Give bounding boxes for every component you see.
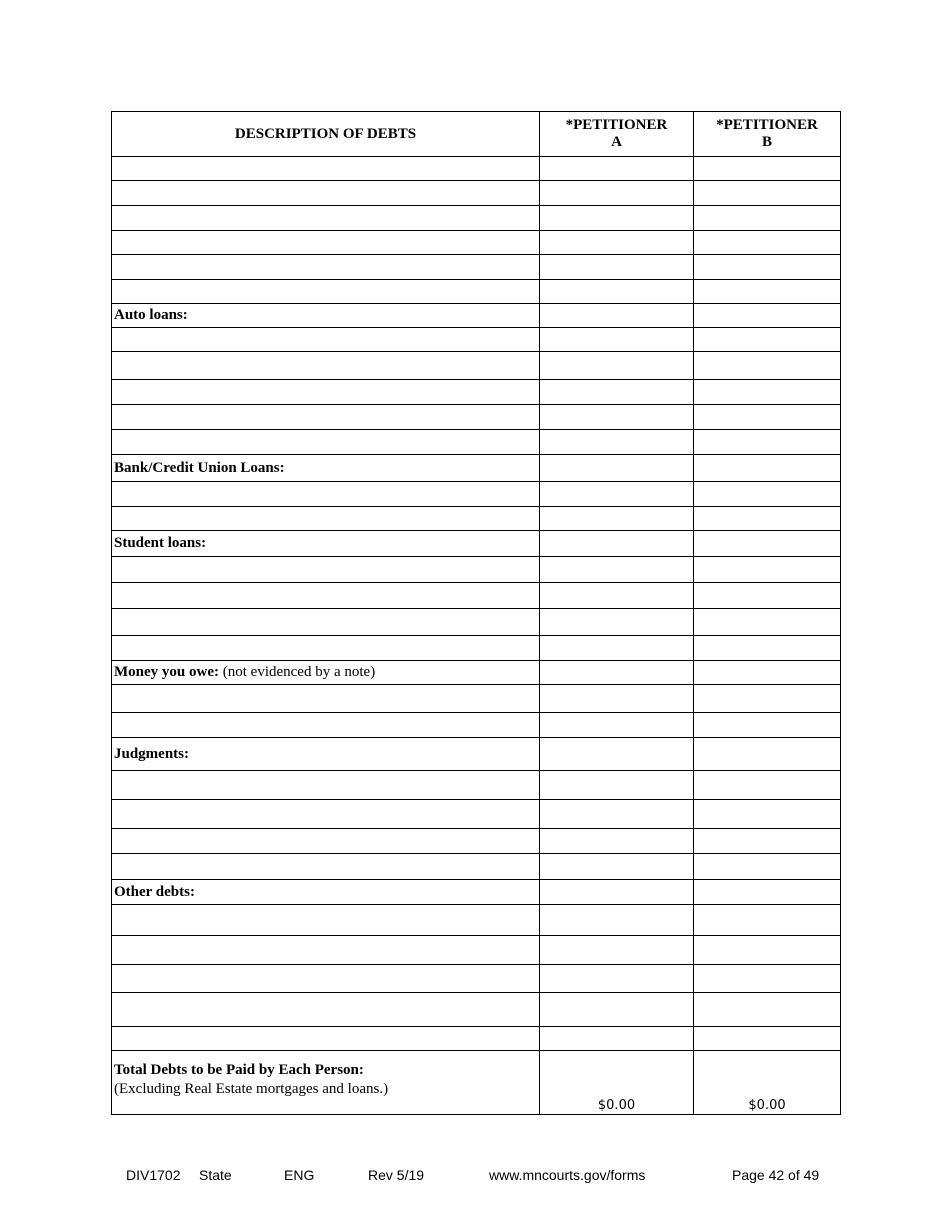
- table-row: [112, 829, 841, 854]
- total-label: Total Debts to be Paid by Each Person:: [114, 1062, 364, 1078]
- amount-a-cell[interactable]: [540, 771, 694, 800]
- header-petitioner-b: [694, 112, 841, 157]
- amount-a-cell[interactable]: [540, 531, 694, 557]
- amount-a-cell[interactable]: [540, 455, 694, 482]
- amount-b-cell[interactable]: [694, 181, 841, 206]
- section-label-other-debts: Other debts:: [112, 880, 540, 905]
- table-row: [112, 280, 841, 304]
- amount-b-cell[interactable]: [694, 738, 841, 771]
- table-row: [112, 854, 841, 880]
- amount-a-cell[interactable]: [540, 507, 694, 531]
- amount-a-cell[interactable]: [540, 255, 694, 280]
- amount-a-cell[interactable]: [540, 206, 694, 231]
- amount-b-cell[interactable]: [694, 280, 841, 304]
- amount-b-cell[interactable]: [694, 430, 841, 455]
- description-cell[interactable]: [112, 936, 540, 965]
- amount-a-cell[interactable]: [540, 405, 694, 430]
- table-row: [112, 255, 841, 280]
- table-row: [112, 583, 841, 609]
- amount-a-cell[interactable]: [540, 854, 694, 880]
- amount-a-cell[interactable]: [540, 231, 694, 255]
- total-petitioner-a[interactable]: $0.00: [540, 1051, 694, 1115]
- amount-b-cell[interactable]: [694, 661, 841, 685]
- description-cell[interactable]: [112, 829, 540, 854]
- table-row: [112, 352, 841, 380]
- total-petitioner-b[interactable]: $0.00: [694, 1051, 841, 1115]
- amount-a-cell[interactable]: [540, 583, 694, 609]
- table-row: [112, 965, 841, 993]
- description-cell[interactable]: [112, 405, 540, 430]
- header-petitioner-b-line1: *PETITIONER: [716, 117, 818, 133]
- amount-b-cell[interactable]: [694, 800, 841, 829]
- table-row: [112, 609, 841, 636]
- table-row: [112, 936, 841, 965]
- table-row: [112, 430, 841, 455]
- amount-b-cell[interactable]: [694, 380, 841, 405]
- amount-b-cell[interactable]: [694, 609, 841, 636]
- amount-a-cell[interactable]: [540, 829, 694, 854]
- table-row: [112, 771, 841, 800]
- table-row: [112, 800, 841, 829]
- amount-b-cell[interactable]: [694, 685, 841, 713]
- amount-a-cell[interactable]: [540, 157, 694, 181]
- amount-b-cell[interactable]: [694, 157, 841, 181]
- amount-b-cell[interactable]: [694, 771, 841, 800]
- header-petitioner-a-line2: A: [611, 134, 622, 150]
- amount-b-cell[interactable]: [694, 455, 841, 482]
- amount-b-cell[interactable]: [694, 993, 841, 1027]
- table-row: [112, 507, 841, 531]
- header-row: [112, 112, 841, 157]
- description-cell[interactable]: [112, 965, 540, 993]
- amount-a-cell[interactable]: [540, 352, 694, 380]
- total-row: [112, 1051, 841, 1115]
- table-row: [112, 157, 841, 181]
- amount-b-cell[interactable]: [694, 255, 841, 280]
- amount-b-cell[interactable]: [694, 880, 841, 905]
- table-row: [112, 1027, 841, 1051]
- amount-b-cell[interactable]: [694, 231, 841, 255]
- amount-a-cell[interactable]: [540, 800, 694, 829]
- description-cell[interactable]: [112, 380, 540, 405]
- description-cell[interactable]: [112, 800, 540, 829]
- description-cell[interactable]: [112, 636, 540, 661]
- description-cell[interactable]: [112, 352, 540, 380]
- header-petitioner-a-line1: *PETITIONER: [565, 117, 668, 133]
- amount-a-cell[interactable]: [540, 880, 694, 905]
- footer-website[interactable]: www.mncourts.gov/forms: [489, 1167, 646, 1183]
- amount-a-cell[interactable]: [540, 181, 694, 206]
- section-label-student-loans: Student loans:: [112, 531, 540, 557]
- description-cell[interactable]: [112, 157, 540, 181]
- description-cell[interactable]: [112, 280, 540, 304]
- amount-b-cell[interactable]: [694, 713, 841, 738]
- footer-jurisdiction: State: [199, 1167, 232, 1183]
- description-cell[interactable]: [112, 854, 540, 880]
- description-cell[interactable]: [112, 557, 540, 583]
- amount-b-cell[interactable]: [694, 905, 841, 936]
- amount-b-cell[interactable]: [694, 328, 841, 352]
- description-cell[interactable]: [112, 583, 540, 609]
- description-cell[interactable]: [112, 255, 540, 280]
- section-label-auto-loans: Auto loans:: [112, 304, 540, 328]
- table-row: [112, 482, 841, 507]
- header-petitioner-b-line2: B: [761, 134, 772, 150]
- table-row: [112, 231, 841, 255]
- description-cell[interactable]: [112, 482, 540, 507]
- amount-b-cell[interactable]: [694, 352, 841, 380]
- description-cell[interactable]: [112, 430, 540, 455]
- section-row-other-debts: [112, 880, 841, 905]
- table-row: [112, 713, 841, 738]
- description-cell[interactable]: [112, 609, 540, 636]
- amount-b-cell[interactable]: [694, 583, 841, 609]
- amount-b-cell[interactable]: [694, 507, 841, 531]
- section-note-money-owed: (not evidenced by a note): [219, 664, 376, 680]
- amount-a-cell[interactable]: [540, 557, 694, 583]
- footer-form-id: DIV1702: [126, 1167, 181, 1183]
- description-cell[interactable]: [112, 181, 540, 206]
- table-row: [112, 993, 841, 1027]
- amount-a-cell[interactable]: [540, 713, 694, 738]
- table-row: [112, 905, 841, 936]
- description-cell[interactable]: [112, 685, 540, 713]
- table-row: [112, 206, 841, 231]
- amount-b-cell[interactable]: [694, 1027, 841, 1051]
- section-label-money-owed: Money you owe: (not evidenced by a note): [112, 661, 540, 685]
- amount-b-cell[interactable]: [694, 206, 841, 231]
- description-cell[interactable]: [112, 713, 540, 738]
- amount-a-cell[interactable]: [540, 936, 694, 965]
- amount-b-cell[interactable]: [694, 304, 841, 328]
- description-cell[interactable]: [112, 1027, 540, 1051]
- amount-b-cell[interactable]: [694, 936, 841, 965]
- table-row: [112, 557, 841, 583]
- description-cell[interactable]: [112, 206, 540, 231]
- amount-a-cell[interactable]: [540, 905, 694, 936]
- amount-a-cell[interactable]: [540, 1027, 694, 1051]
- amount-a-cell[interactable]: [540, 965, 694, 993]
- header-petitioner-a: [540, 112, 694, 157]
- amount-b-cell[interactable]: [694, 829, 841, 854]
- amount-a-cell[interactable]: [540, 738, 694, 771]
- footer-language: ENG: [284, 1167, 315, 1183]
- table-row: [112, 181, 841, 206]
- amount-a-cell[interactable]: [540, 685, 694, 713]
- description-cell[interactable]: [112, 771, 540, 800]
- amount-a-cell[interactable]: [540, 304, 694, 328]
- amount-b-cell[interactable]: [694, 636, 841, 661]
- total-label-cell: [112, 1051, 540, 1115]
- amount-a-cell[interactable]: [540, 430, 694, 455]
- section-row-bank-credit-union: [112, 455, 841, 482]
- description-cell[interactable]: [112, 507, 540, 531]
- description-cell[interactable]: [112, 231, 540, 255]
- amount-a-cell[interactable]: [540, 328, 694, 352]
- amount-a-cell[interactable]: [540, 380, 694, 405]
- debts-table: [111, 111, 841, 1115]
- table-row: [112, 328, 841, 352]
- table-row: [112, 685, 841, 713]
- amount-b-cell[interactable]: [694, 557, 841, 583]
- section-row-judgments: [112, 738, 841, 771]
- section-row-auto-loans: [112, 304, 841, 328]
- amount-b-cell[interactable]: [694, 405, 841, 430]
- amount-a-cell[interactable]: [540, 993, 694, 1027]
- footer-revision: Rev 5/19: [368, 1167, 425, 1183]
- table-row: [112, 405, 841, 430]
- amount-b-cell[interactable]: [694, 965, 841, 993]
- header-description: DESCRIPTION OF DEBTS: [112, 112, 540, 157]
- section-row-student-loans: [112, 531, 841, 557]
- amount-b-cell[interactable]: [694, 854, 841, 880]
- amount-a-cell[interactable]: [540, 609, 694, 636]
- description-cell[interactable]: [112, 993, 540, 1027]
- description-cell[interactable]: [112, 905, 540, 936]
- amount-b-cell[interactable]: [694, 482, 841, 507]
- total-note: (Excluding Real Estate mortgages and loans.): [114, 1081, 389, 1097]
- amount-a-cell[interactable]: [540, 482, 694, 507]
- table-row: [112, 636, 841, 661]
- table-row: [112, 380, 841, 405]
- section-label-judgments: Judgments:: [112, 738, 540, 771]
- section-row-money-owed: [112, 661, 841, 685]
- section-label-bank-credit-union: Bank/Credit Union Loans:: [112, 455, 540, 482]
- amount-a-cell[interactable]: [540, 661, 694, 685]
- footer-page-number: Page 42 of 49: [732, 1167, 820, 1183]
- description-cell[interactable]: [112, 328, 540, 352]
- amount-a-cell[interactable]: [540, 636, 694, 661]
- amount-a-cell[interactable]: [540, 280, 694, 304]
- amount-b-cell[interactable]: [694, 531, 841, 557]
